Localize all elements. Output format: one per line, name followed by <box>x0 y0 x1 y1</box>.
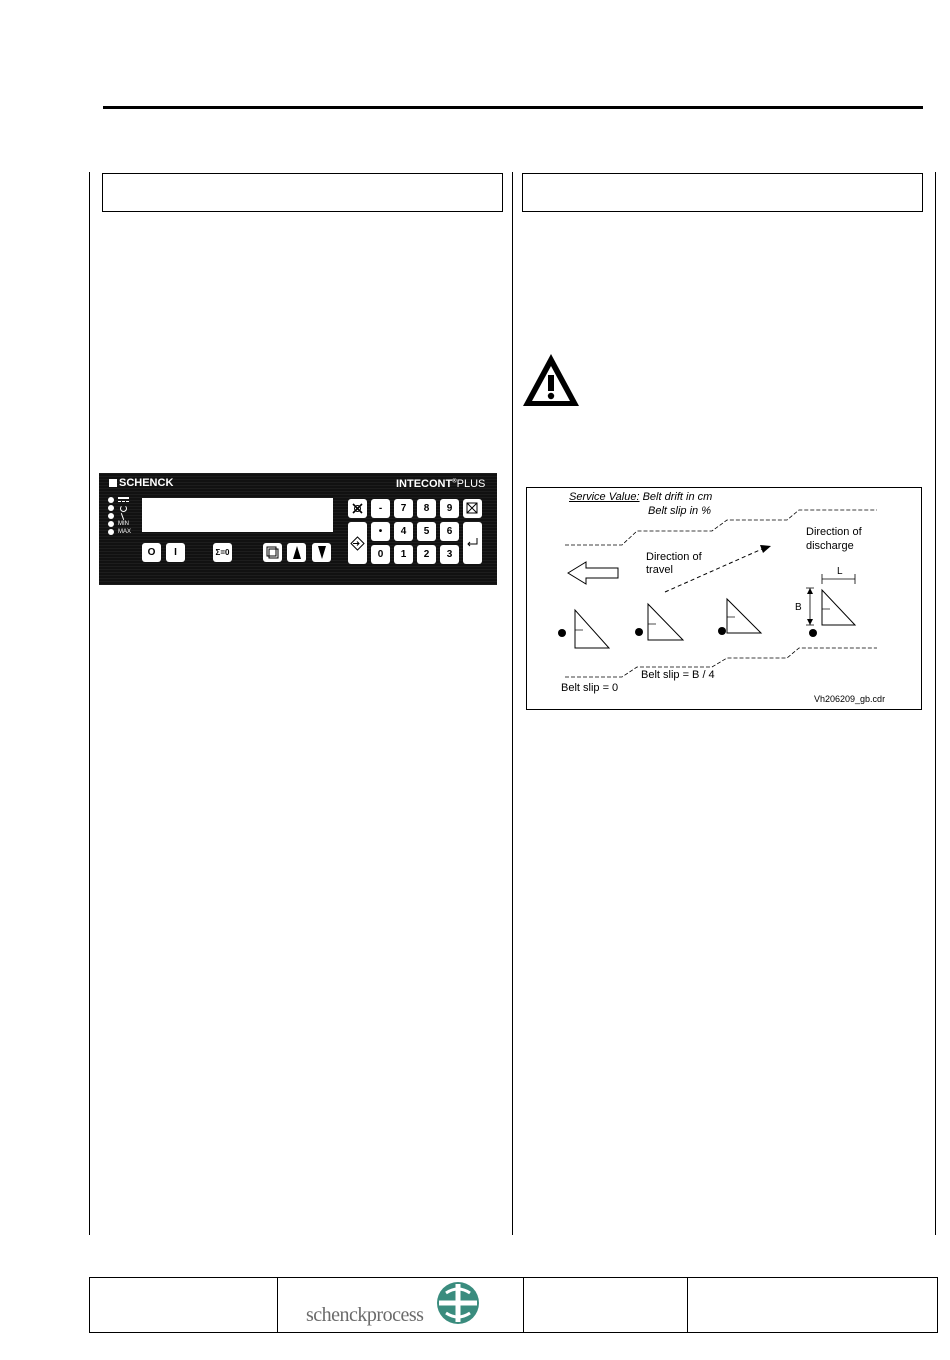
enter-icon <box>466 538 479 548</box>
direction-discharge-1: Direction of <box>806 526 862 538</box>
key-5[interactable]: 5 <box>417 522 436 541</box>
function-button[interactable] <box>348 522 367 564</box>
up-arrow-icon <box>293 546 301 559</box>
belt-diagram-graphics <box>527 488 921 709</box>
key-1[interactable]: 1 <box>394 545 413 564</box>
panel-product-suffix: PLUS <box>456 478 486 490</box>
key-8[interactable]: 8 <box>417 499 436 518</box>
panel-product <box>396 478 485 490</box>
key-9[interactable]: 9 <box>440 499 459 518</box>
led-min <box>108 521 114 527</box>
escape-icon <box>466 502 479 515</box>
clear-button[interactable] <box>348 499 367 518</box>
key-6[interactable]: 6 <box>440 522 459 541</box>
direction-travel-2: travel <box>646 564 673 576</box>
clear-icon <box>351 502 364 515</box>
belt-slip-diagram <box>526 487 922 710</box>
led-dev <box>108 513 114 519</box>
rotation-icon <box>120 505 127 512</box>
right-column-line <box>935 172 936 1235</box>
belt-slip-b4: Belt slip = B / 4 <box>641 669 715 681</box>
on-button[interactable]: I <box>166 543 185 562</box>
dc-dash-icon <box>118 501 129 503</box>
led-max <box>108 529 114 535</box>
footer-cell-3 <box>524 1278 688 1332</box>
led-label-min: MIN <box>118 521 129 527</box>
escape-button[interactable] <box>463 499 482 518</box>
dimension-label-l: L <box>837 566 843 577</box>
reset-totalizer-button[interactable]: Σ=0 <box>213 543 232 562</box>
diamond-arrow-icon <box>350 536 365 551</box>
registered-mark-icon: ® <box>452 478 457 485</box>
footer-cell-4 <box>688 1278 937 1332</box>
key-minus[interactable]: - <box>371 499 390 518</box>
key-0[interactable]: 0 <box>371 545 390 564</box>
down-arrow-icon <box>318 546 326 559</box>
windows-icon <box>266 546 279 559</box>
service-value-row <box>569 491 712 503</box>
deviation-icon <box>121 513 124 520</box>
diagram-filename: Vh206209_gb.cdr <box>814 694 886 704</box>
brand-mark-icon <box>109 479 117 487</box>
footer-cell-1 <box>90 1278 278 1332</box>
up-button[interactable] <box>287 543 306 562</box>
left-column-line <box>89 172 90 1235</box>
schenck-logo-icon <box>436 1281 480 1325</box>
led-label-max: MAX <box>118 529 132 535</box>
off-button[interactable]: O <box>142 543 161 562</box>
key-3[interactable]: 3 <box>440 545 459 564</box>
warning-icon <box>520 351 582 409</box>
footer-table <box>89 1277 938 1333</box>
panel-product-name: INTECONT <box>396 478 453 490</box>
led-power <box>108 497 114 503</box>
enter-button[interactable] <box>463 522 482 564</box>
key-dot[interactable]: • <box>371 522 390 541</box>
key-2[interactable]: 2 <box>417 545 436 564</box>
menu-button[interactable] <box>263 543 282 562</box>
right-header-box <box>522 173 923 212</box>
dimension-label-b: B <box>795 602 802 613</box>
led-run <box>108 505 114 511</box>
header-rule <box>103 106 923 109</box>
company-logo-text <box>306 1304 423 1327</box>
direction-discharge-2: discharge <box>806 540 854 552</box>
left-header-box <box>102 173 503 212</box>
service-line-2: Belt slip in % <box>648 505 711 517</box>
service-line-1: Belt drift in cm <box>642 491 713 503</box>
center-column-line <box>512 172 513 1235</box>
direction-travel-1: Direction of <box>646 551 702 563</box>
dc-symbol-icon <box>118 497 129 499</box>
belt-slip-zero: Belt slip = 0 <box>561 682 619 694</box>
logo-text-1: schenck <box>306 1304 367 1326</box>
footer-cell-logo <box>278 1278 524 1332</box>
key-7[interactable]: 7 <box>394 499 413 518</box>
panel-display <box>142 498 333 532</box>
panel-brand: SCHENCK <box>119 477 174 489</box>
service-value-label: Service Value: <box>569 491 640 503</box>
logo-text-2: process <box>366 1304 424 1326</box>
key-4[interactable]: 4 <box>394 522 413 541</box>
down-button[interactable] <box>312 543 331 562</box>
